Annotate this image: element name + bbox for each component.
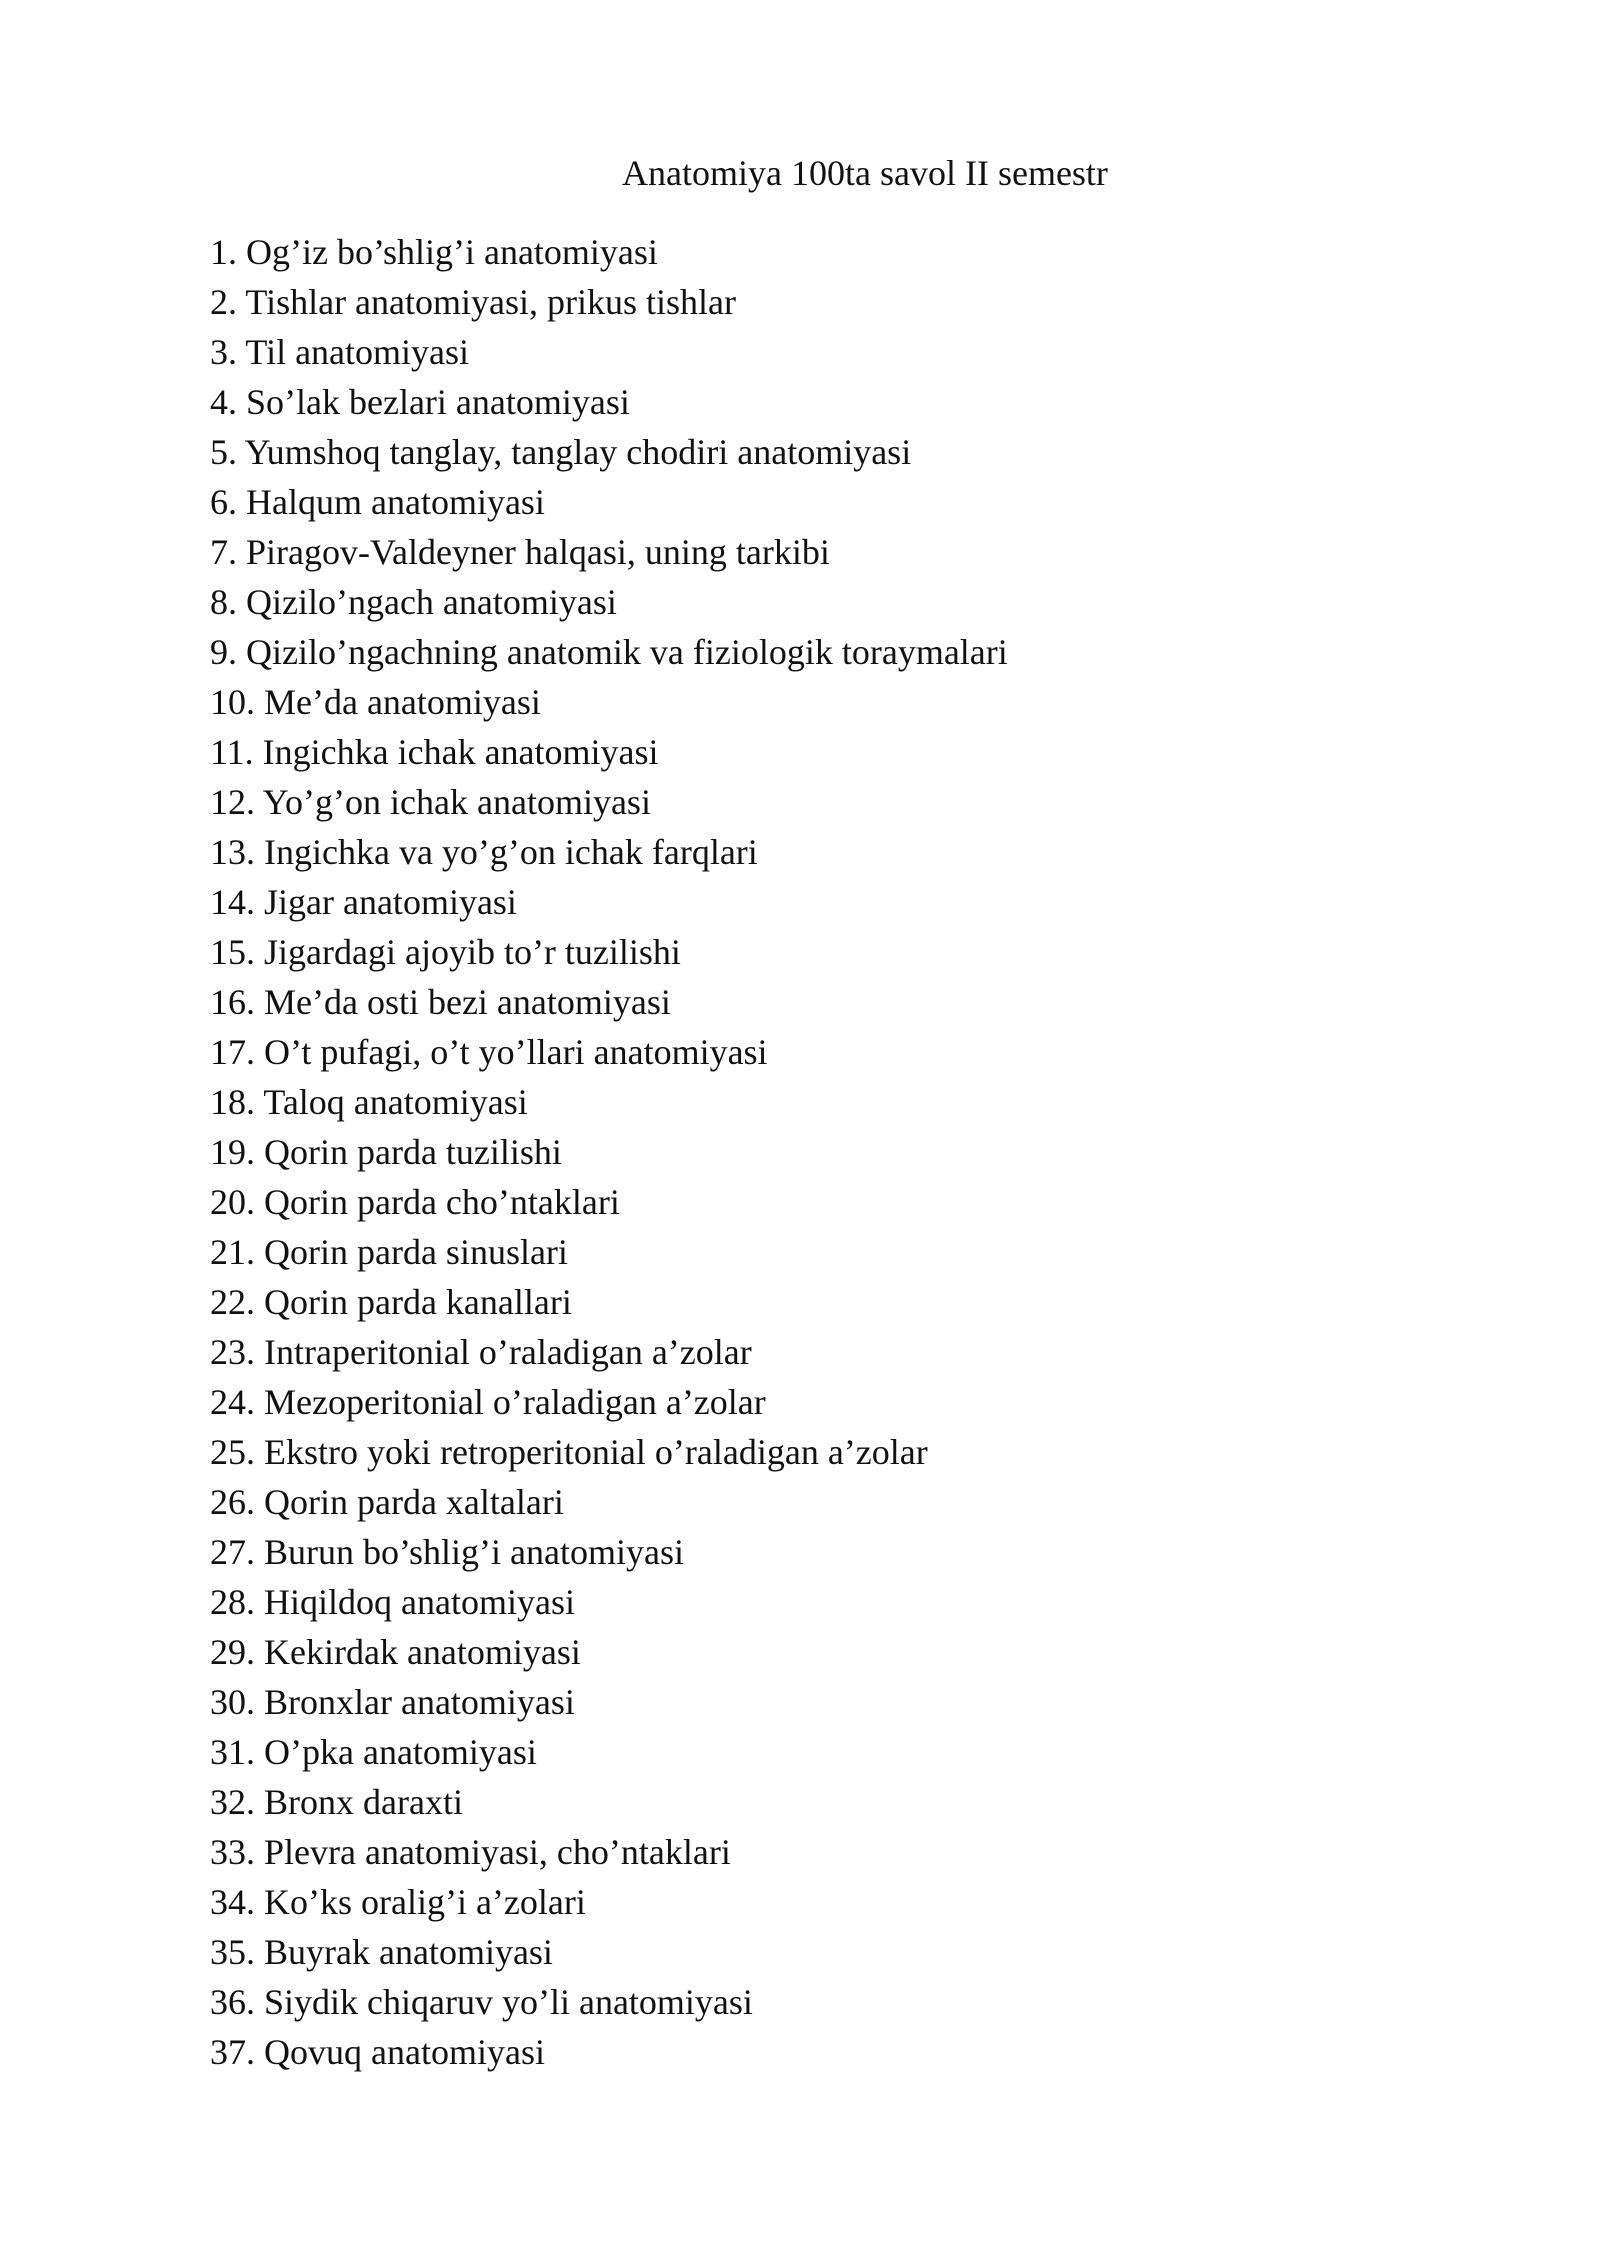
question-item: 13. Ingichka va yo’g’on ichak farqlari — [210, 832, 758, 872]
question-item: 35. Buyrak anatomiyasi — [210, 1932, 553, 1972]
question-item: 7. Piragov-Valdeyner halqasi, uning tarkibi — [210, 532, 830, 572]
question-item: 1. Og’iz bo’shlig’i anatomiyasi — [210, 232, 658, 272]
question-item: 25. Ekstro yoki retroperitonial o’raladigan a’zolar — [210, 1432, 928, 1472]
question-item: 10. Me’da anatomiyasi — [210, 682, 541, 722]
question-item: 33. Plevra anatomiyasi, cho’ntaklari — [210, 1832, 731, 1872]
question-item: 9. Qizilo’ngachning anatomik va fiziologik toraymalari — [210, 632, 1008, 672]
question-item: 21. Qorin parda sinuslari — [210, 1232, 568, 1272]
question-item: 30. Bronxlar anatomiyasi — [210, 1682, 575, 1722]
question-item: 12. Yo’g’on ichak anatomiyasi — [210, 782, 651, 822]
question-item: 6. Halqum anatomiyasi — [210, 482, 545, 522]
question-item: 20. Qorin parda cho’ntaklari — [210, 1182, 620, 1222]
document-title: Anatomiya 100ta savol II semestr — [622, 153, 1108, 193]
question-item: 17. O’t pufagi, o’t yo’llari anatomiyasi — [210, 1032, 768, 1072]
question-item: 37. Qovuq anatomiyasi — [210, 2032, 545, 2072]
question-item: 34. Ko’ks oralig’i a’zolari — [210, 1882, 586, 1922]
question-list — [210, 227, 1008, 2077]
question-item: 18. Taloq anatomiyasi — [210, 1082, 528, 1122]
question-item: 3. Til anatomiyasi — [210, 332, 470, 372]
question-item: 31. O’pka anatomiyasi — [210, 1732, 537, 1772]
question-item: 29. Kekirdak anatomiyasi — [210, 1632, 581, 1672]
question-item: 27. Burun bo’shlig’i anatomiyasi — [210, 1532, 684, 1572]
question-item: 19. Qorin parda tuzilishi — [210, 1132, 562, 1172]
question-item: 16. Me’da osti bezi anatomiyasi — [210, 982, 671, 1022]
question-item: 26. Qorin parda xaltalari — [210, 1482, 564, 1522]
question-item: 8. Qizilo’ngach anatomiyasi — [210, 582, 617, 622]
question-item: 4. So’lak bezlari anatomiyasi — [210, 382, 630, 422]
question-item: 5. Yumshoq tanglay, tanglay chodiri anatomiyasi — [210, 432, 912, 472]
question-item: 2. Tishlar anatomiyasi, prikus tishlar — [210, 282, 736, 322]
question-item: 28. Hiqildoq anatomiyasi — [210, 1582, 575, 1622]
question-item: 15. Jigardagi ajoyib to’r tuzilishi — [210, 932, 681, 972]
question-item: 11. Ingichka ichak anatomiyasi — [210, 732, 659, 772]
question-item: 32. Bronx daraxti — [210, 1782, 463, 1822]
question-item: 36. Siydik chiqaruv yo’li anatomiyasi — [210, 1982, 753, 2022]
question-item: 22. Qorin parda kanallari — [210, 1282, 572, 1322]
question-item: 24. Mezoperitonial o’raladigan a’zolar — [210, 1382, 766, 1422]
question-item: 23. Intraperitonial o’raladigan a’zolar — [210, 1332, 752, 1372]
question-item: 14. Jigar anatomiyasi — [210, 882, 517, 922]
